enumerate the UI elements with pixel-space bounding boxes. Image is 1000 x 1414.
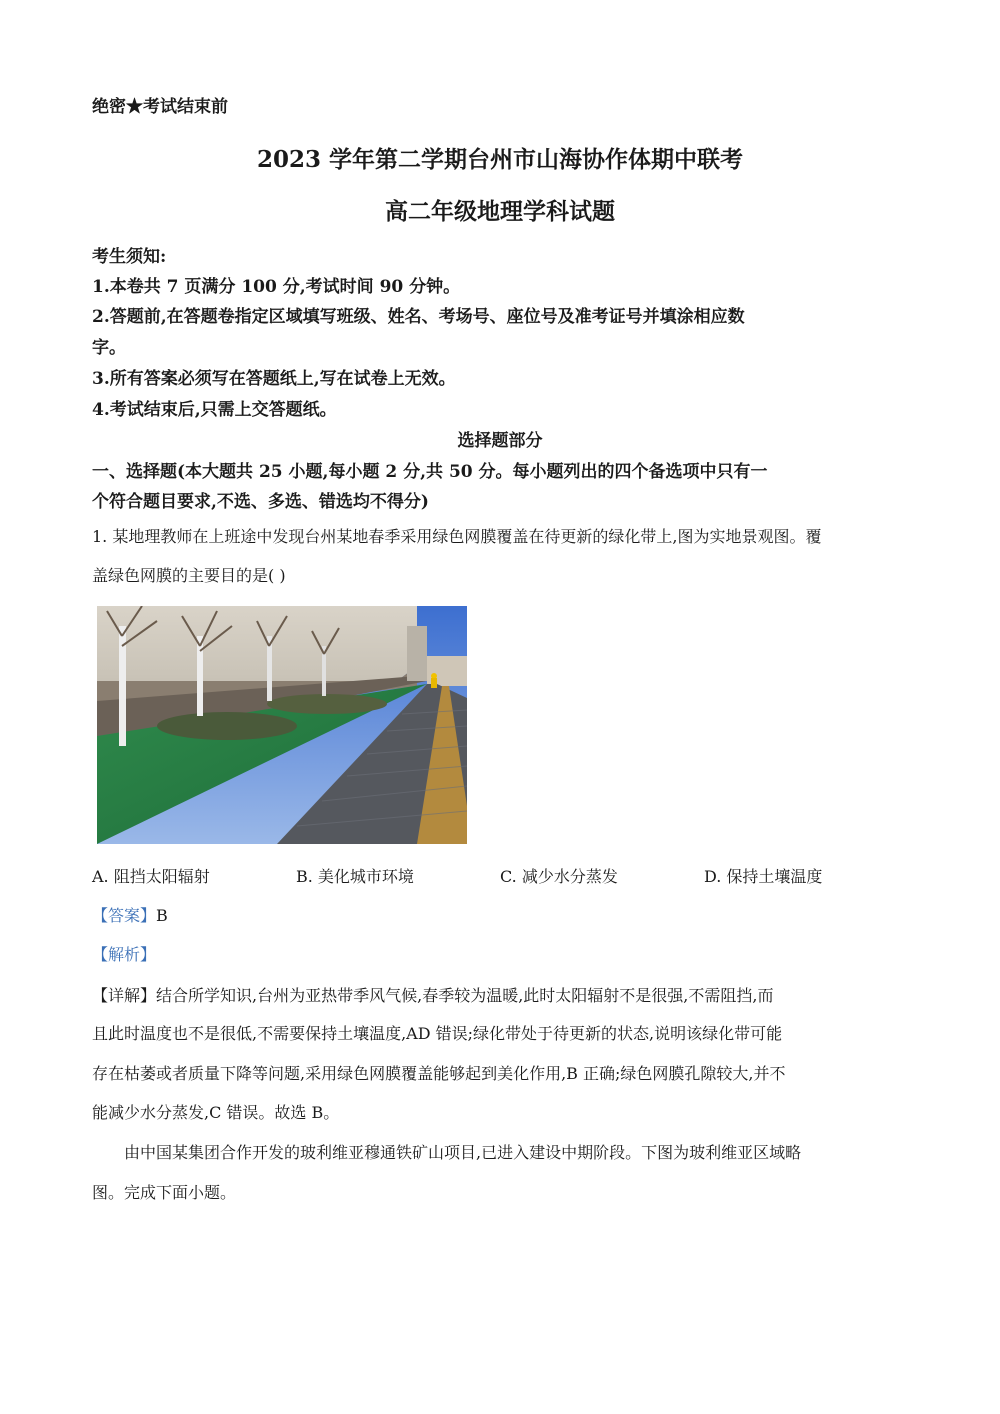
option-d: D. 保持土壤温度 (704, 867, 823, 886)
material-line-2: 图。完成下面小题。 (92, 1183, 237, 1202)
exam-subtitle: 高二年级地理学科试题 (385, 198, 615, 225)
section-title: 选择题部分 (457, 431, 543, 451)
greenbelt-photo (97, 606, 467, 844)
notice-heading: 考生须知: (92, 247, 167, 267)
answer-line (92, 903, 168, 926)
option-a: A. 阻挡太阳辐射 (92, 867, 210, 886)
detail-line-3: 存在枯萎或者质量下降等问题,采用绿色网膜覆盖能够起到美化作用,B 正确;绿色网膜孔隙较大,并不 (92, 1064, 786, 1083)
notice-item-3: 3.所有答案必须写在答题纸上,写在试卷上无效。 (92, 369, 456, 389)
notice-item-2: 2.答题前,在答题卷指定区域填写班级、姓名、考场号、座位号及准考证号并填涂相应数 (92, 307, 745, 327)
notice-item-2-continued: 字。 (92, 338, 126, 358)
answer-value: B (156, 906, 168, 925)
answer-tag: 【答案】 (92, 906, 157, 925)
exam-title: 2023 学年第二学期台州市山海协作体期中联考 (256, 146, 744, 173)
material-line-1: 由中国某集团合作开发的玻利维亚穆通铁矿山项目,已进入建设中期阶段。下图为玻利维亚区域略 (124, 1143, 802, 1162)
analysis-tag: 【解析】 (92, 945, 157, 964)
question-1-stem-continued: 盖绿色网膜的主要目的是( ) (92, 566, 286, 585)
option-c: C. 减少水分蒸发 (500, 867, 618, 886)
notice-item-4: 4.考试结束后,只需上交答题纸。 (92, 400, 337, 420)
section-instruction-continued: 个符合题目要求,不选、多选、错选均不得分) (92, 492, 429, 512)
question-1-stem: 1. 某地理教师在上班途中发现台州某地春季采用绿色网膜覆盖在待更新的绿化带上,图为实地景观图。覆 (92, 527, 822, 546)
secret-label: 绝密★考试结束前 (92, 97, 228, 117)
detail-line-2: 且此时温度也不是很低,不需要保持土壤温度,AD 错误;绿化带处于待更新的状态,说明该绿化带可能 (92, 1024, 783, 1043)
notice-item-1: 1.本卷共 7 页满分 100 分,考试时间 90 分钟。 (92, 277, 461, 297)
detail-line-1: 【详解】结合所学知识,台州为亚热带季风气候,春季较为温暖,此时太阳辐射不是很强,不需阻挡,而 (92, 986, 774, 1005)
detail-line-4: 能减少水分蒸发,C 错误。故选 B。 (92, 1103, 340, 1122)
detail-tag: 【详解】 (92, 986, 157, 1005)
section-instruction: 一、选择题(本大题共 25 小题,每小题 2 分,共 50 分。每小题列出的四个备选项中只有一 (92, 462, 768, 482)
option-b: B. 美化城市环境 (296, 867, 414, 886)
